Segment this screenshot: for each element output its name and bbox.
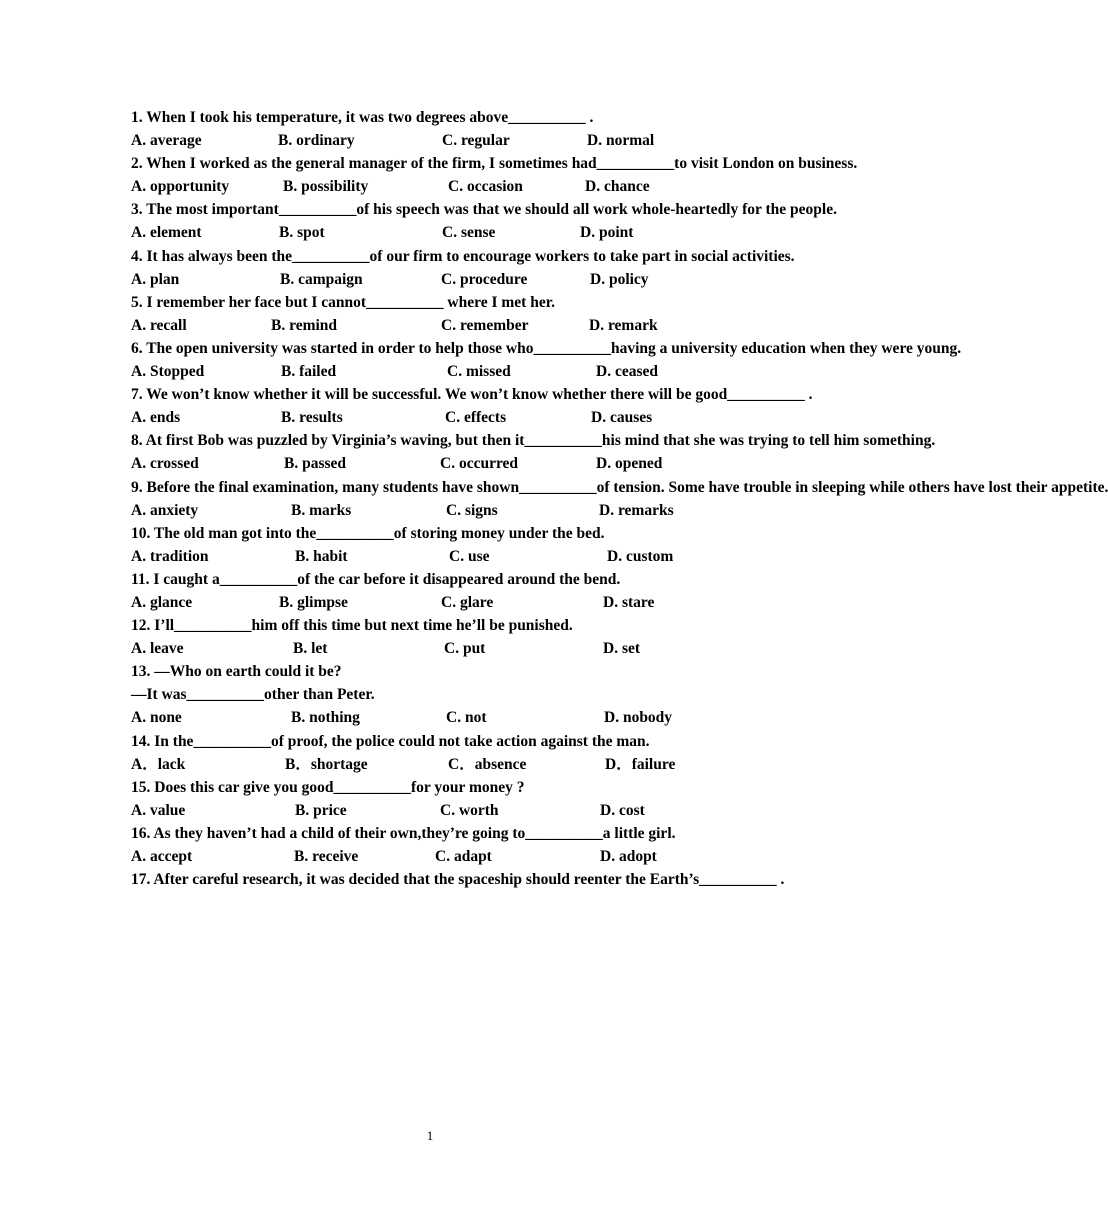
question-stem: 15. Does this car give you good__________for your money ? [131,778,525,796]
option-d: D. ceased [596,363,658,381]
option-a: A. average [131,132,202,150]
options-row [131,221,732,244]
question-stem: 8. At first Bob was puzzled by Virginia’s waving, but then it__________his mind that she was trying to tell him something. [131,432,936,450]
option-a: A. anxiety [131,501,199,519]
options-row [131,406,732,429]
question-stem: 16. As they haven’t had a child of their own,they’re going to__________a little girl. [131,824,676,842]
option-a: A. recall [131,316,187,334]
question-stem: 12. I’ll__________him off this time but next time he’ll be punished. [131,617,573,635]
question-stem: 9. Before the final examination, many students have shown__________of tension. Some have trouble in sleeping while others have lost their appetite. [131,478,1108,496]
option-c: C. missed [447,363,511,381]
option-c: C. glare [441,593,494,611]
question-stem: 10. The old man got into the__________of storing money under the bed. [131,524,605,542]
option-a: A. leave [131,640,184,658]
options-row [131,799,732,822]
option-a: A. element [131,224,202,242]
option-a: A. Stopped [131,363,205,381]
option-b: B. glimpse [279,593,348,611]
option-d: D. adopt [600,848,657,865]
question-stem: 7. We won’t know whether it will be successful. We won’t know whether there will be good__________ . [131,386,813,404]
question-stem: 5. I remember her face but I cannot__________ where I met her. [131,293,556,311]
option-b: B. campaign [280,270,363,288]
option-c: C. effects [445,409,507,427]
options-row [131,845,732,868]
question-stem: 14. In the__________of proof, the police could not take action against the man. [131,732,650,750]
option-b: B. remind [271,316,338,334]
option-b: B. marks [291,501,352,519]
options-row [131,175,732,198]
option-c: C. signs [446,501,498,519]
option-b: B. nothing [291,709,360,727]
question-stem: 2. When I worked as the general manager of the firm, I sometimes had__________to visit London on business. [131,155,858,173]
option-d: D. opened [596,455,663,473]
options-row [131,499,732,522]
option-c: C. occurred [440,455,519,473]
options-row [131,545,732,568]
question-stem: 17. After careful research, it was decided that the spaceship should reenter the Earth’s__________ . [131,871,785,889]
option-b: B. passed [284,455,347,473]
option-c: C. adapt [435,848,492,865]
options-row [131,452,732,475]
options-row [131,637,732,660]
option-d: D．failure [605,755,676,773]
option-d: D. causes [591,409,653,427]
option-d: D. nobody [604,709,673,727]
option-b: B. results [281,409,343,427]
option-d: D. set [603,640,641,658]
option-d: D. remark [589,316,658,334]
options-row [131,591,732,614]
option-c: C. not [446,709,487,727]
option-b: B. ordinary [278,132,355,150]
option-c: C. occasion [448,178,523,196]
option-d: D. remarks [599,501,674,519]
options-row [131,706,732,729]
option-d: D. normal [587,132,655,150]
option-d: D. stare [603,593,655,611]
option-c: C. regular [442,132,510,150]
option-a: A. value [131,801,186,819]
option-b: B. let [293,640,328,658]
options-row [131,360,732,383]
option-b: B. spot [279,224,325,242]
question-stem: 6. The open university was started in order to help those who__________having a university education when they were young. [131,339,962,357]
option-a: A．lack [131,755,186,773]
option-a: A. ends [131,409,181,427]
question-stem: 4. It has always been the__________of our firm to encourage workers to take part in social activities. [131,247,795,265]
option-b: B. receive [294,848,359,865]
option-a: A. glance [131,593,193,611]
option-a: A. tradition [131,547,209,565]
options-row [131,129,732,152]
option-b: B. failed [281,363,337,381]
option-b: B. habit [295,547,348,565]
options-row [131,753,732,776]
option-d: D. point [580,224,634,242]
option-c: C．absence [448,755,527,773]
option-c: C. sense [442,224,496,242]
option-a: A. opportunity [131,178,230,196]
option-b: B．shortage [285,755,368,773]
option-c: C. put [444,640,486,658]
question-stem: 3. The most important__________of his speech was that we should all work whole-heartedly for the people. [131,201,837,219]
option-c: C. worth [440,801,499,819]
option-d: D. custom [607,547,674,565]
option-b: B. price [295,801,347,819]
option-c: C. use [449,547,490,565]
question-stem-reply: —It was__________other than Peter. [131,686,375,704]
option-a: A. accept [131,848,193,865]
option-d: D. policy [590,270,649,288]
options-row [131,314,732,337]
option-d: D. chance [585,178,650,196]
question-stem: 11. I caught a__________of the car before it disappeared around the bend. [131,570,621,588]
option-b: B. possibility [283,178,369,196]
option-d: D. cost [600,801,645,819]
option-a: A. plan [131,270,180,288]
page-number: 1 [426,1128,434,1143]
option-c: C. procedure [441,270,528,288]
option-c: C. remember [441,316,529,334]
options-row [131,268,732,291]
question-stem: 1. When I took his temperature, it was two degrees above__________ . [131,109,594,126]
option-a: A. none [131,709,182,727]
exercise-document [131,106,1108,891]
question-stem: 13. —Who on earth could it be? [131,663,342,681]
option-a: A. crossed [131,455,199,473]
